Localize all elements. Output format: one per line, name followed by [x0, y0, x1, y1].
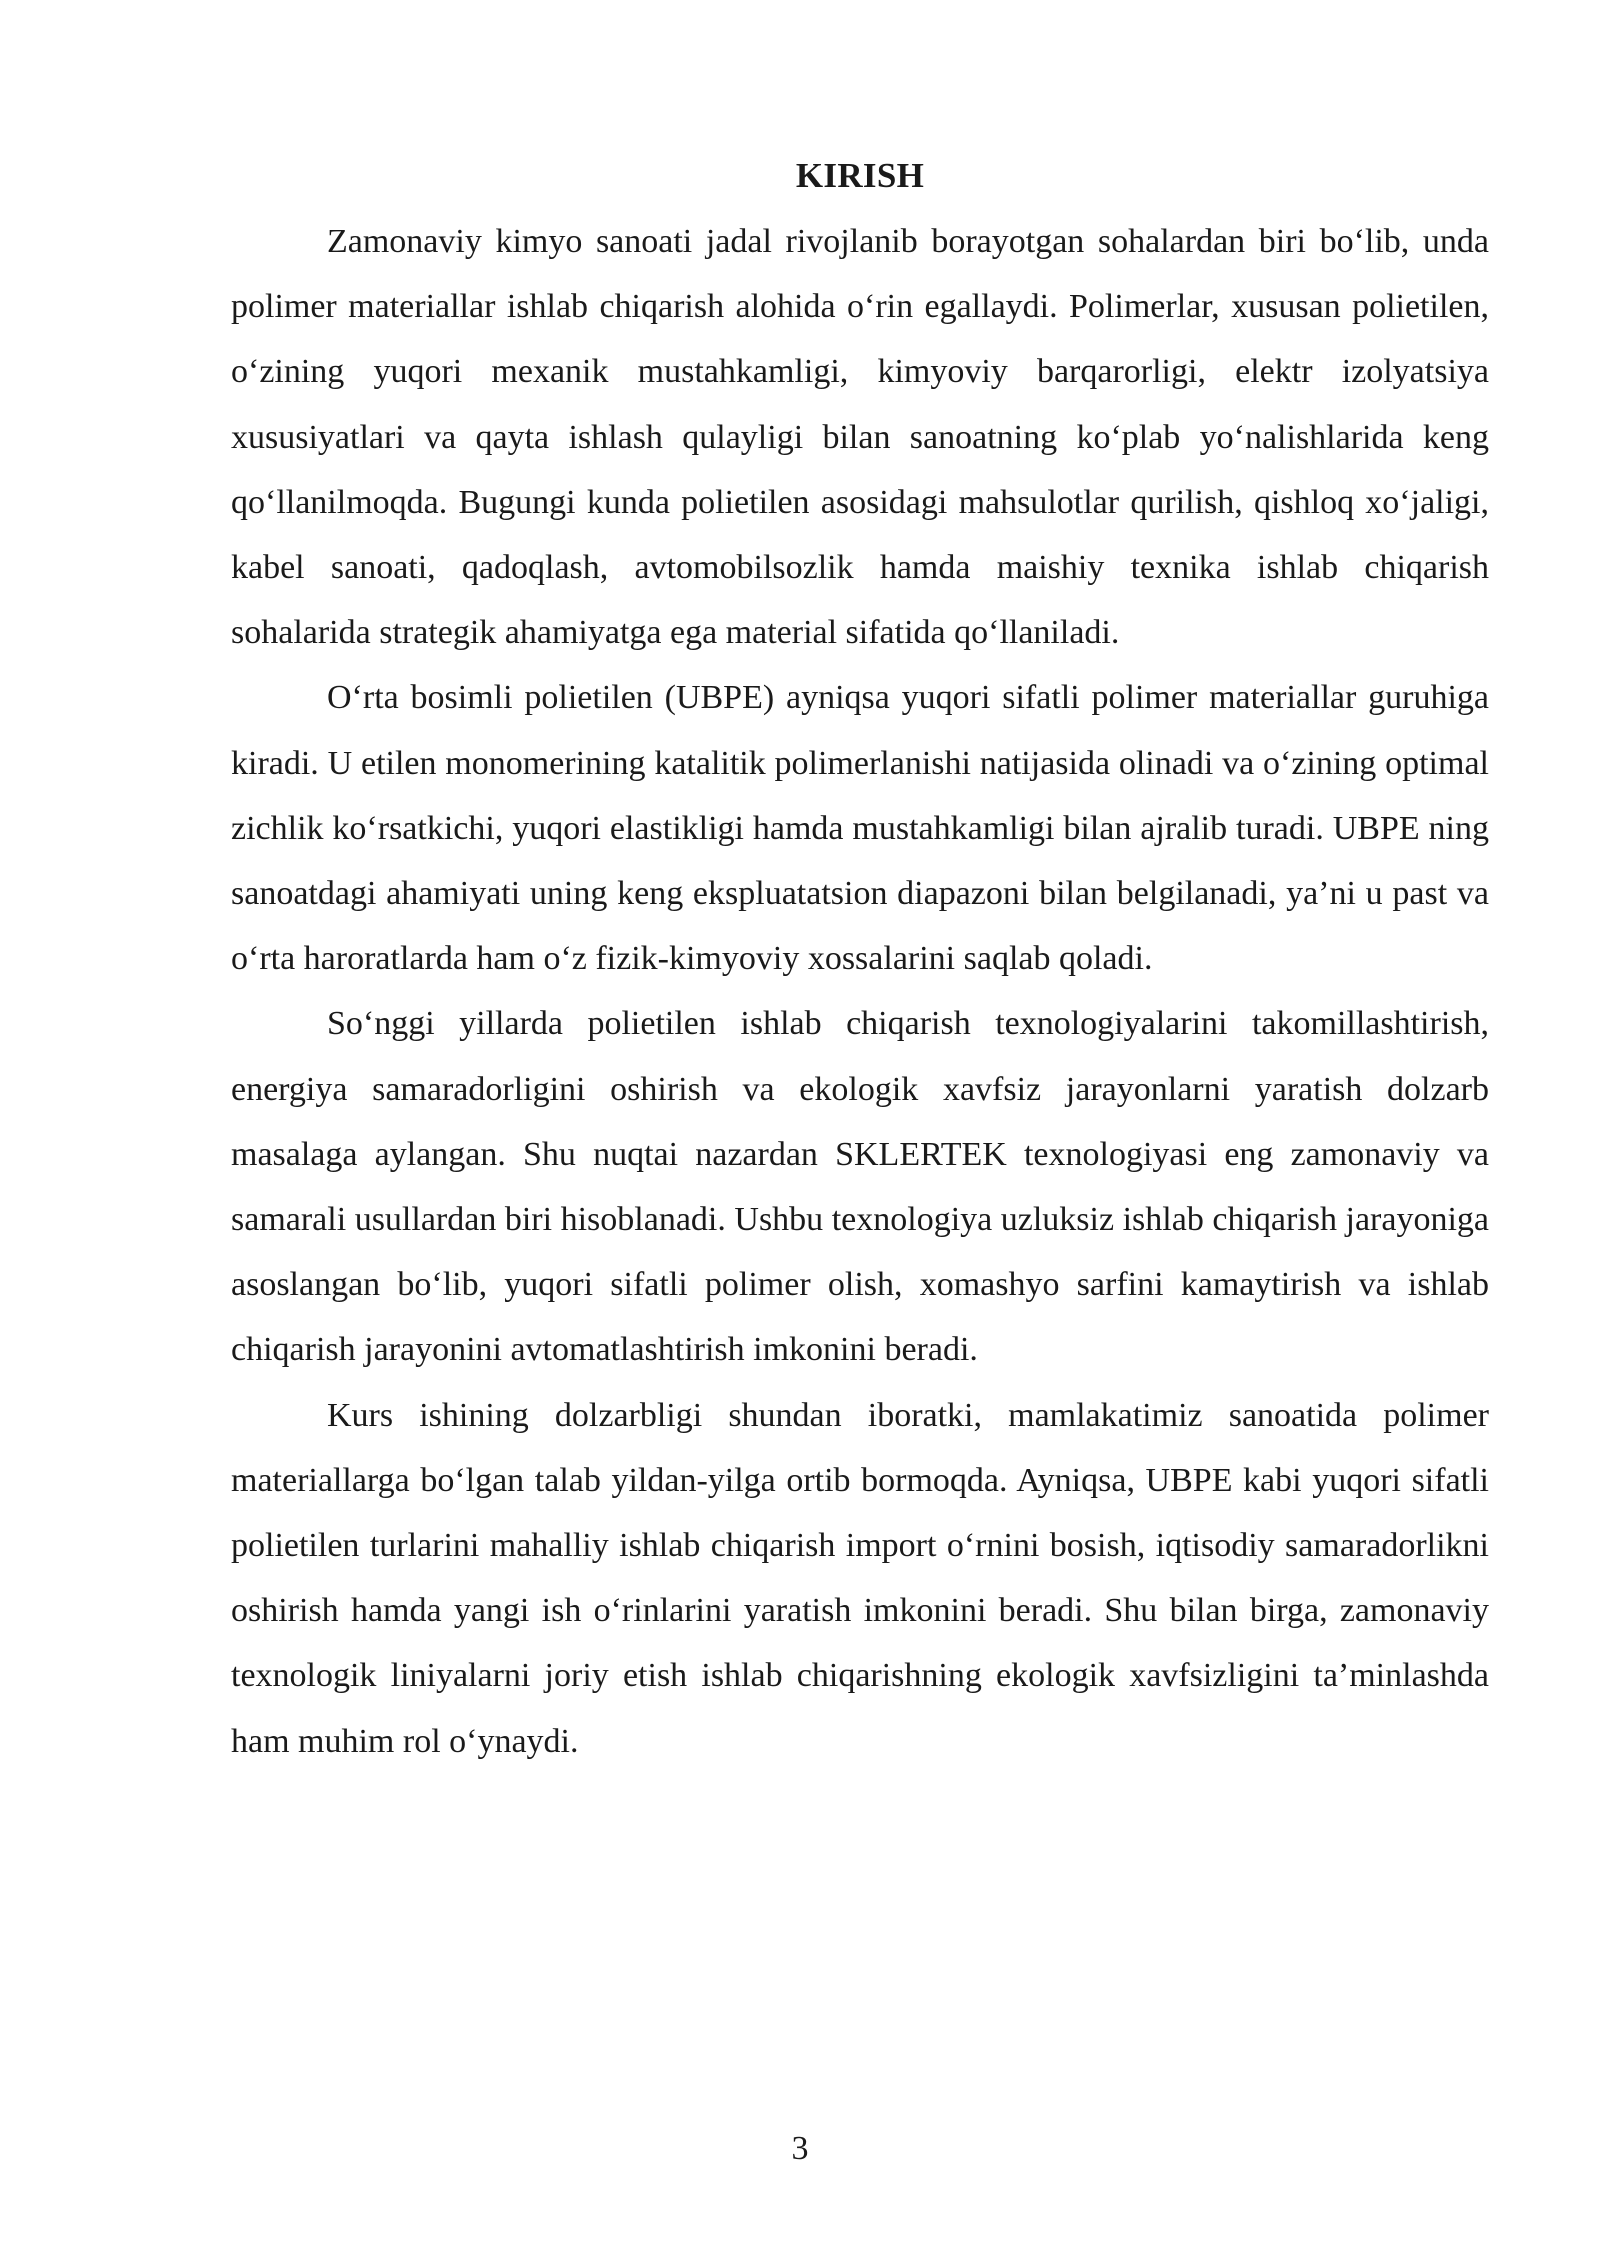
paragraph-3: So‘nggi yillarda polietilen ishlab chiqarish texnologiyalarini takomillashtirish, energiya samaradorligini oshirish va ekologik xavfsiz jarayonlarni yaratish dolzarb masalaga aylangan. Shu nuqtai nazardan SKLERTEK texnologiyasi eng zamonaviy va samarali usullardan biri hisoblanadi. Ushbu texnologiya uzluksiz ishlab chiqarish jarayoniga asoslangan bo‘lib, yuqori sifatli polimer olish, xomashyo sarfini kamaytirish va ishlab chiqarish jarayonini avtomatlashtirish imkonini beradi. [231, 1005, 1489, 1369]
paragraph-2: O‘rta bosimli polietilen (UBPE) ayniqsa yuqori sifatli polimer materiallar guruhiga kiradi. U etilen monomerining katalitik polimerlanishi natijasida olinadi va o‘zining optimal zichlik ko‘rsatkichi, yuqori elastikligi hamda mustahkamligi bilan ajralib turadi. UBPE ning sanoatdagi ahamiyati uning keng ekspluatatsion diapazoni bilan belgilanadi, ya’ni u past va o‘rta haroratlarda ham o‘z fizik-kimyoviy xossalarini saqlab qoladi. [231, 679, 1489, 978]
paragraph-1: Zamonaviy kimyo sanoati jadal rivojlanib borayotgan sohalardan biri bo‘lib, unda polimer materiallar ishlab chiqarish alohida o‘rin egallaydi. Polimerlar, xususan polietilen, o‘zining yuqori mexanik mustahkamligi, kimyoviy barqarorligi, elektr izolyatsiya xususiyatlari va qayta ishlash qulayligi bilan sanoatning ko‘plab yo‘nalishlarida keng qo‘llanilmoqda. Bugungi kunda polietilen asosidagi mahsulotlar qurilish, qishloq xo‘jaligi, kabel sanoati, qadoqlash, avtomobilsozlik hamda maishiy texnika ishlab chiqarish sohalarida strategik ahamiyatga ega material sifatida qo‘llaniladi. [231, 223, 1489, 652]
paragraph-4: Kurs ishining dolzarbligi shundan iboratki, mamlakatimiz sanoatida polimer materiallarga bo‘lgan talab yildan-yilga ortib bormoqda. Ayniqsa, UBPE kabi yuqori sifatli polietilen turlarini mahalliy ishlab chiqarish import o‘rnini bosish, iqtisodiy samaradorlikni oshirish hamda yangi ish o‘rinlarini yaratish imkonini beradi. Shu bilan birga, zamonaviy texnologik liniyalarni joriy etish ishlab chiqarishning ekologik xavfsizligini ta’minlashda ham muhim rol o‘ynaydi. [231, 1396, 1489, 1760]
page-number: 3 [791, 2130, 809, 2167]
section-title: KIRISH [795, 156, 925, 195]
page-content [231, 145, 1489, 1774]
